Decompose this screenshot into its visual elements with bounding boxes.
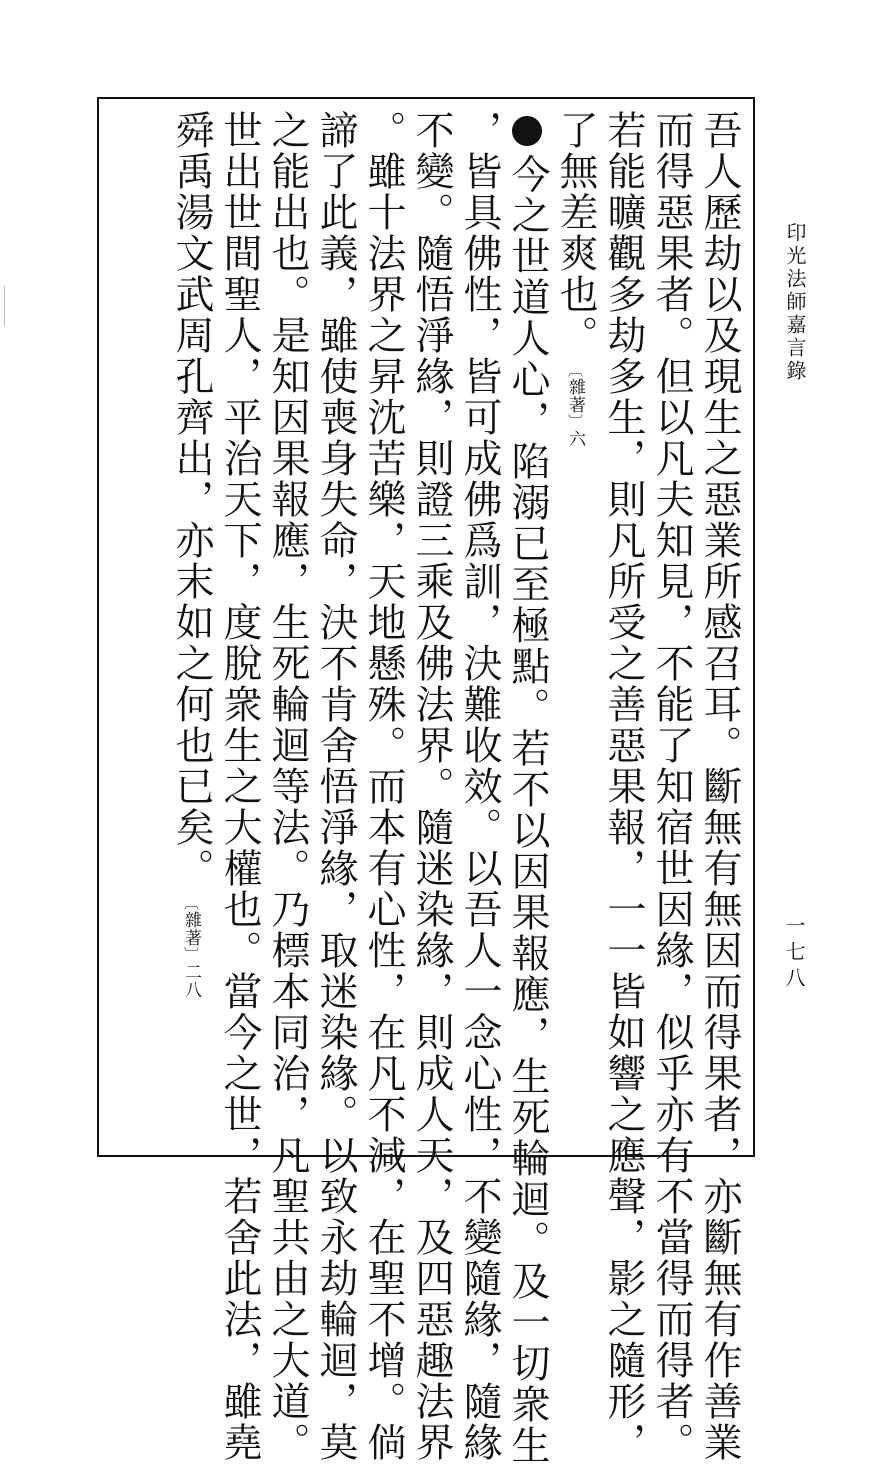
column-text: 了無差爽也。	[553, 110, 598, 356]
column-text: 不變。隨悟淨緣，則證三乘及佛法界。隨迷染緣，則成人天，及四惡趣法界	[409, 110, 454, 1463]
text-column-12	[169, 110, 213, 999]
note-open-bracket: ︹	[182, 895, 200, 911]
column-text: 而得惡果者。但以凡夫知見，不能了知宿世因緣，似乎亦有不當得而得者。	[649, 110, 694, 1463]
column-text: 舜禹湯文武周孔齊出，亦末如之何也已矣。	[169, 110, 214, 889]
scan-edge-mark	[4, 286, 5, 326]
page-number: 一七八	[782, 915, 806, 993]
book-title: 印光法師嘉言錄	[783, 222, 807, 383]
note-close-bracket: ︺	[182, 947, 200, 963]
note-number: 六	[565, 430, 585, 448]
note-title: 雜著	[181, 911, 201, 947]
column-text: 若能曠觀多劫多生，則凡所受之善惡果報，一一皆如響之應聲，影之隨形，	[601, 110, 646, 1463]
text-column-10	[265, 110, 309, 1463]
text-column-11	[217, 110, 261, 1463]
column-text: ，皆具佛性，皆可成佛爲訓，決難收效。以吾人一念心性，不變隨緣，隨緣	[457, 110, 502, 1463]
text-column-5	[505, 110, 549, 1466]
text-column-8	[361, 110, 405, 1463]
column-text: 諦了此義，雖使喪身失命，決不肯舍悟淨緣，取迷染緣。以致永劫輪迴，莫	[313, 110, 358, 1463]
note-title: 雜著	[565, 378, 585, 414]
source-note	[565, 362, 585, 448]
text-column-3	[601, 110, 645, 1463]
column-text: 世出世間聖人，平治天下，度脫衆生之大權也。當今之世，若舍此法，雖堯	[217, 110, 262, 1463]
note-close-bracket: ︺	[566, 414, 584, 430]
note-number: 二八	[181, 963, 201, 999]
text-column-1	[697, 110, 741, 1463]
text-column-4	[553, 110, 597, 448]
note-open-bracket: ︹	[566, 362, 584, 378]
source-note	[181, 895, 201, 999]
column-text: 吾人歷劫以及現生之惡業所感召耳。斷無有無因而得果者，亦斷無有作善業	[697, 110, 742, 1463]
column-text: 。雖十法界之昇沈苦樂，天地懸殊。而本有心性，在凡不減，在聖不增。倘	[361, 110, 406, 1463]
text-column-2	[649, 110, 693, 1463]
section-bullet-icon	[512, 116, 542, 146]
text-column-6	[457, 110, 501, 1463]
text-column-7	[409, 110, 453, 1463]
column-text: 今之世道人心，陷溺已至極點。若不以因果報應，生死輪迴。及一切衆生	[505, 154, 550, 1466]
text-column-9	[313, 110, 357, 1463]
column-text: 之能出也。是知因果報應，生死輪迴等法。乃標本同治，凡聖共由之大道。	[265, 110, 310, 1463]
